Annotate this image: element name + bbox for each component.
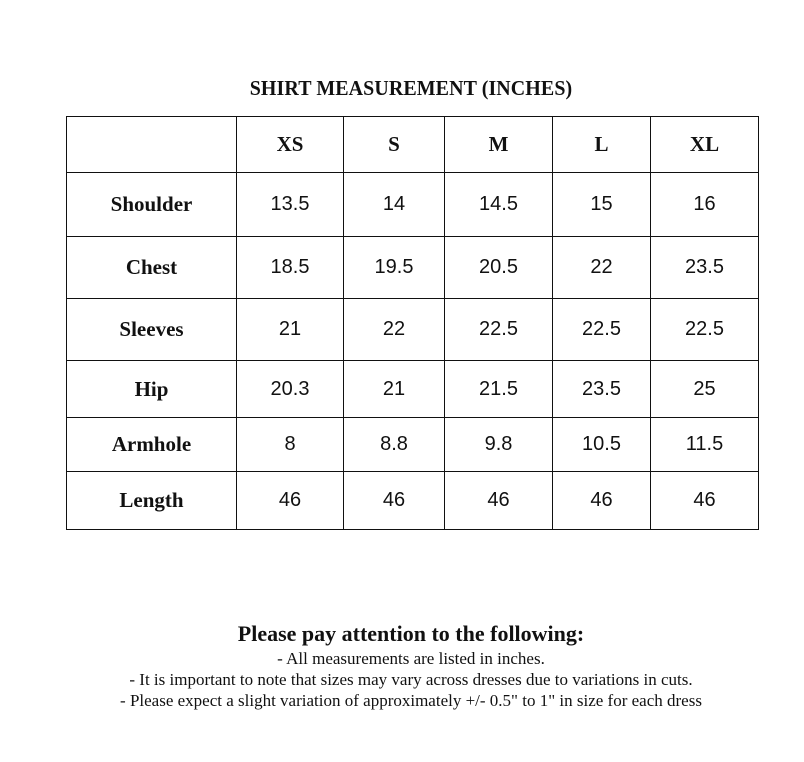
table-cell: 22 <box>344 299 445 361</box>
row-label: Sleeves <box>67 299 237 361</box>
size-header-xl: XL <box>651 117 759 173</box>
table-row <box>67 472 759 530</box>
table-row <box>67 237 759 299</box>
corner-cell <box>67 117 237 173</box>
table-cell: 11.5 <box>651 418 759 472</box>
size-header-s: S <box>344 117 445 173</box>
table-cell: 19.5 <box>344 237 445 299</box>
table-row <box>67 361 759 418</box>
table-cell: 15 <box>553 173 651 237</box>
table-cell: 13.5 <box>237 173 344 237</box>
notes-heading: Please pay attention to the following: <box>237 621 585 646</box>
table-cell: 18.5 <box>237 237 344 299</box>
row-label: Length <box>67 472 237 530</box>
table-cell: 8.8 <box>344 418 445 472</box>
page-title: SHIRT MEASUREMENT (INCHES) <box>249 76 573 100</box>
table-cell: 46 <box>445 472 553 530</box>
table-cell: 14.5 <box>445 173 553 237</box>
table-cell: 22 <box>553 237 651 299</box>
size-header-xs: XS <box>237 117 344 173</box>
row-label: Chest <box>67 237 237 299</box>
table-cell: 22.5 <box>651 299 759 361</box>
table-cell: 23.5 <box>651 237 759 299</box>
table-row <box>67 173 759 237</box>
table-cell: 14 <box>344 173 445 237</box>
table-cell: 8 <box>237 418 344 472</box>
table-cell: 46 <box>344 472 445 530</box>
table-cell: 20.5 <box>445 237 553 299</box>
table-row <box>67 418 759 472</box>
table-cell: 23.5 <box>553 361 651 418</box>
table-cell: 25 <box>651 361 759 418</box>
table-cell: 16 <box>651 173 759 237</box>
note-line: - It is important to note that sizes may vary across dresses due to variations in cuts. <box>129 670 693 689</box>
row-label: Armhole <box>67 418 237 472</box>
table-header-row <box>67 117 759 173</box>
table-cell: 22.5 <box>553 299 651 361</box>
table-cell: 22.5 <box>445 299 553 361</box>
table-cell: 46 <box>553 472 651 530</box>
table-row <box>67 299 759 361</box>
table-cell: 10.5 <box>553 418 651 472</box>
note-line: - All measurements are listed in inches. <box>277 649 545 668</box>
table-cell: 46 <box>237 472 344 530</box>
table-cell: 21.5 <box>445 361 553 418</box>
table-cell: 46 <box>651 472 759 530</box>
row-label: Hip <box>67 361 237 418</box>
notes-section <box>0 620 804 711</box>
table-cell: 21 <box>344 361 445 418</box>
note-line: - Please expect a slight variation of approximately +/- 0.5" to 1" in size for each dress <box>120 691 702 710</box>
row-label: Shoulder <box>67 173 237 237</box>
measurement-table <box>66 116 759 530</box>
size-header-m: M <box>445 117 553 173</box>
table-cell: 9.8 <box>445 418 553 472</box>
size-header-l: L <box>553 117 651 173</box>
table-cell: 20.3 <box>237 361 344 418</box>
table-cell: 21 <box>237 299 344 361</box>
